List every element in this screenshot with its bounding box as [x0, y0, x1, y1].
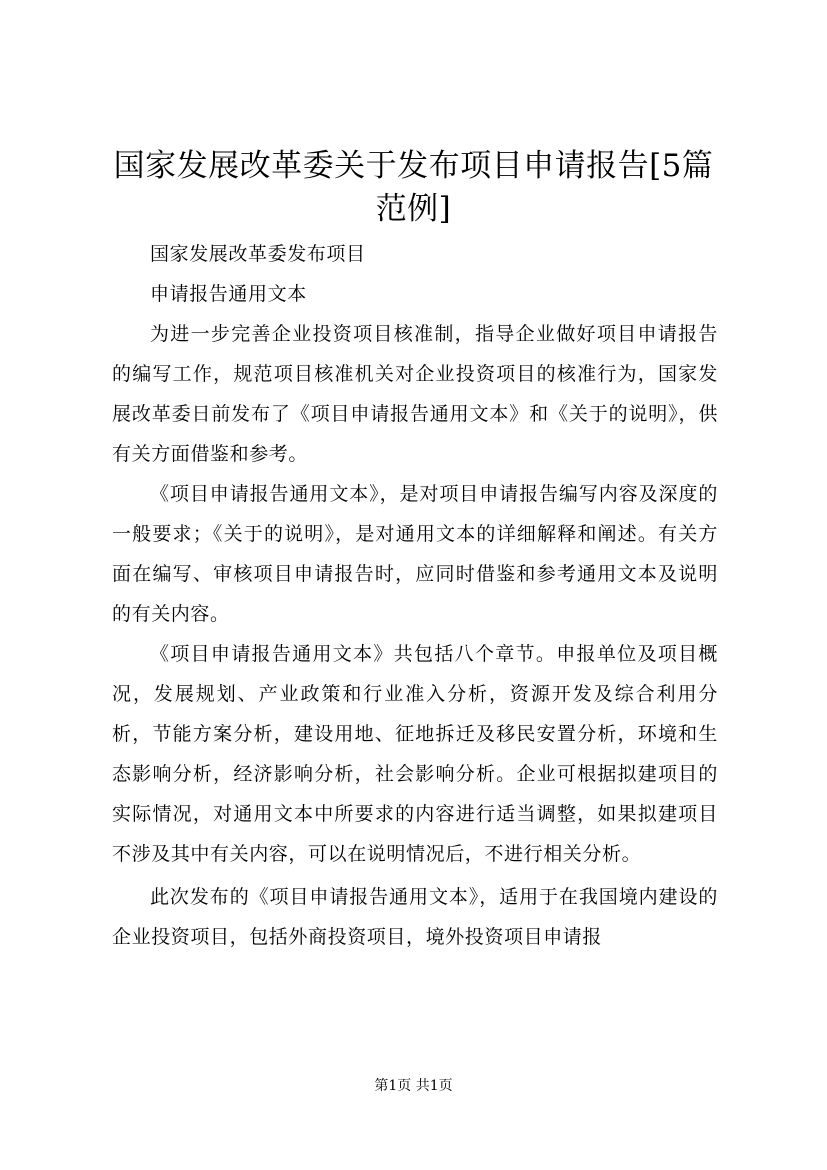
- paragraph-1: 国家发展改革委发布项目: [150, 243, 366, 265]
- paragraph-6: 此次发布的《项目申请报告通用文本》，适用于在我国境内建设的企业投资项目，包括外商投资项目，境外投资项目申请报: [112, 886, 718, 948]
- paragraph-3: 为进一步完善企业投资项目核准制，指导企业做好项目申请报告的编写工作，规范项目核准机关对企业投资项目的核准行为，国家发展改革委日前发布了《项目申请报告通用文本》和《关于的说明》，供有关方面借鉴和参考。: [112, 323, 718, 465]
- document-body: [112, 234, 718, 957]
- paragraph-2: 申请报告通用文本: [150, 283, 307, 305]
- paragraph-4: 《项目申请报告通用文本》，是对项目申请报告编写内容及深度的一般要求；《关于的说明》，是对通用文本的详细解释和阐述。有关方面在编写、审核项目申请报告时，应同时借鉴和参考通用文本及说明的有关内容。: [112, 483, 718, 625]
- page-footer: 第1页 共1页: [374, 1078, 453, 1094]
- paragraph-5: 《项目申请报告通用文本》共包括八个章节。申报单位及项目概况，发展规划、产业政策和行业准入分析，资源开发及综合利用分析，节能方案分析，建设用地、征地拆迁及移民安置分析，环境和生态影响分析，经济影响分析，社会影响分析。企业可根据拟建项目的实际情况，对通用文本中所要求的内容进行适当调整，如果拟建项目不涉及其中有关内容，可以在说明情况后，不进行相关分析。: [112, 643, 718, 865]
- document-title: 国家发展改革委关于发布项目申请报告[5篇范例]: [113, 148, 714, 227]
